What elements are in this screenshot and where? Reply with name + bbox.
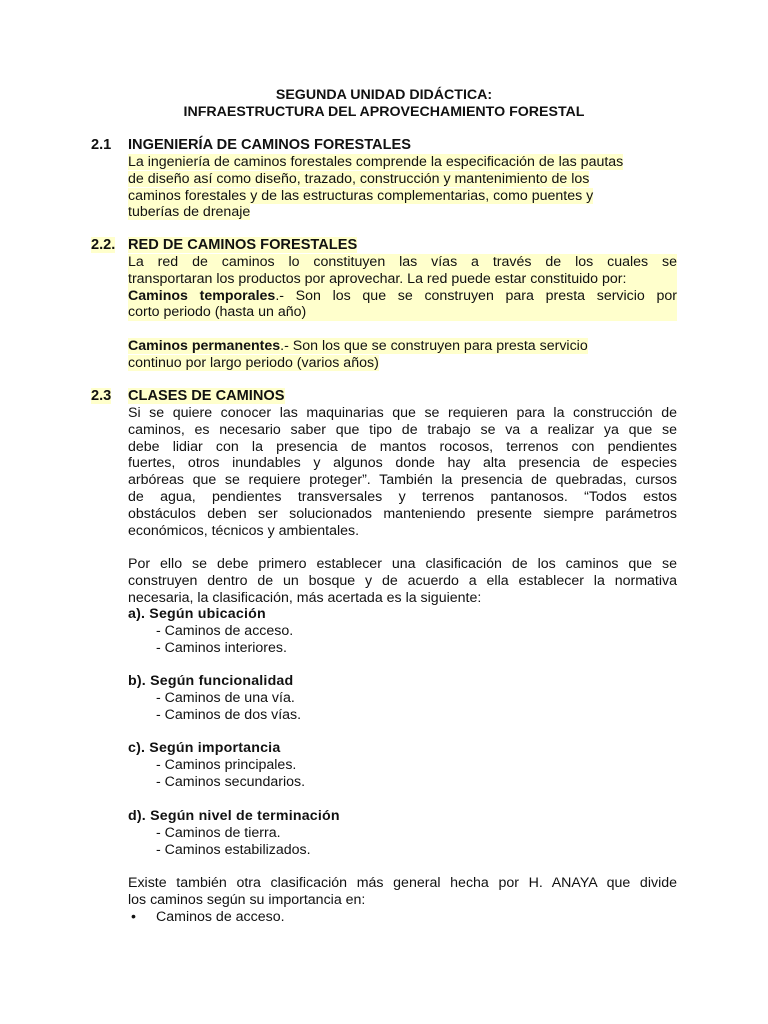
classification-a-item: - Caminos interiores.: [156, 640, 287, 656]
section-2-1-title: INGENIERÍA DE CAMINOS FORESTALES: [128, 137, 411, 153]
bullet-item: Caminos de acceso.: [156, 909, 285, 925]
classification-c-label: c). Según importancia: [128, 740, 281, 756]
text-line: caminos, es necesario saber que tipo de trabajo se va a realizar ya que se: [128, 421, 677, 438]
text-line: arbóreas que se requiere proteger”. También la presencia de quebradas, cursos: [128, 472, 677, 489]
text-line: La red de caminos lo constituyen las vías a través de los cuales se: [128, 254, 677, 270]
classification-a-item: - Caminos de acceso.: [156, 623, 294, 639]
text-line: caminos forestales y de las estructuras complementarias, como puentes y: [128, 187, 594, 204]
temporal-roads-text: .- Son los que se construyen para presta servicio por: [275, 287, 678, 304]
text-line: de diseño así como diseño, trazado, construcción y mantenimiento de los: [128, 170, 590, 187]
classification-d-label: d). Según nivel de terminación: [128, 808, 340, 824]
section-2-2-title: RED DE CAMINOS FORESTALES: [128, 237, 358, 253]
text-line: los caminos según su importancia en:: [128, 891, 366, 908]
text-line: obstáculos deben ser solucionados manteniendo presente siempre parámetros: [128, 505, 677, 522]
classification-b-label: b). Según funcionalidad: [128, 673, 294, 689]
permanent-roads-text: .- Son los que se construyen para presta servicio: [280, 338, 588, 354]
text-line: Por ello se debe primero establecer una clasificación de los caminos que se: [128, 556, 677, 572]
text-line: continuo por largo periodo (varios años): [128, 354, 379, 371]
section-2-2-number: 2.2.: [91, 237, 116, 253]
text-line: transportaran los productos por aprovechar. La red puede estar constituido por:: [128, 270, 627, 287]
temporal-roads-line: [128, 288, 677, 305]
section-2-1-number: 2.1: [91, 137, 112, 153]
text-line: fuertes, otros inundables y algunos donde hay alta presencia de especies: [128, 455, 677, 472]
classification-c-item: - Caminos secundarios.: [156, 774, 306, 790]
classification-c-item: - Caminos principales.: [156, 757, 297, 773]
text-line: tuberías de drenaje: [128, 204, 251, 221]
classification-d-item: - Caminos de tierra.: [156, 825, 281, 841]
text-line: construyen dentro de un bosque y de acuerdo a ella establecer la normativa: [128, 572, 677, 589]
temporal-roads-label: Caminos temporales: [128, 287, 276, 304]
text-line: La ingeniería de caminos forestales comprende la especificación de las pautas: [128, 154, 624, 170]
text-line: corto periodo (hasta un año): [128, 304, 307, 321]
section-2-3-paragraph-3: [128, 875, 677, 909]
classification-b-item: - Caminos de una vía.: [156, 690, 295, 706]
permanent-roads-label: Caminos permanentes: [128, 338, 281, 354]
text-line: de agua, pendientes transversales y terrenos pantanosos. “Todos estos: [128, 488, 677, 505]
section-2-2-body: [128, 254, 677, 321]
section-2-1-body: [128, 154, 677, 221]
document-title-line1: SEGUNDA UNIDAD DIDÁCTICA:: [275, 87, 493, 103]
classification-a-label: a). Según ubicación: [128, 606, 266, 622]
text-line: necesaria, la clasificación, más acertada es la siguiente:: [128, 589, 482, 606]
text-line: Existe también otra clasificación más general hecha por H. ANAYA que divide: [128, 875, 677, 891]
section-2-3-paragraph-1: [128, 405, 677, 539]
section-2-3-paragraph-2: [128, 556, 677, 606]
text-line: Si se quiere conocer las maquinarias que se requieren para la construcción de: [128, 405, 677, 421]
text-line: debe lidiar con la presencia de mantos rocosos, terrenos con pendientes: [128, 438, 677, 455]
classification-b-item: - Caminos de dos vías.: [156, 707, 302, 723]
permanent-roads-para: [128, 338, 677, 372]
text-line: económicos, técnicos y ambientales.: [128, 522, 360, 539]
bullet-icon: •: [131, 909, 136, 925]
classification-d-item: - Caminos estabilizados.: [156, 842, 311, 858]
section-2-3-number: 2.3: [91, 388, 112, 404]
section-2-3-title: CLASES DE CAMINOS: [128, 388, 285, 404]
document-title-line2: INFRAESTRUCTURA DEL APROVECHAMIENTO FORESTAL: [183, 104, 585, 120]
